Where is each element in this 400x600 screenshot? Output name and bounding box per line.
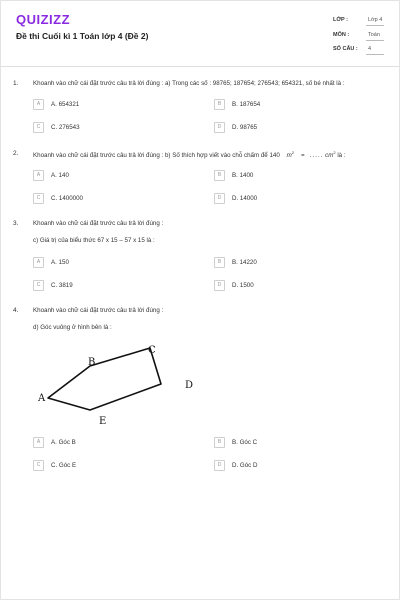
q3-option-d-text[interactable]: D. 1500 [232,282,254,289]
q3-option-d-box[interactable]: D [214,280,225,291]
q4-option-b-box[interactable]: B [214,437,225,448]
equals-sign: = [300,152,305,160]
unit-m: m [286,152,292,160]
question-1-text: Khoanh vào chữ cái đặt trước câu trả lời đúng : a) Trong các số : 98765; 187654; 276543; 654321, số bé nhất là : [33,80,345,87]
polygon-figure [30,336,210,436]
q3-option-a-box[interactable]: A [33,257,44,268]
unit-cm: cm [325,152,334,160]
q1-option-a-text[interactable]: A. 654321 [51,101,80,108]
blank-dots: ..... [309,152,324,160]
quizizz-logo: QUIZIZZ [16,12,71,27]
question-count-value: 4 [368,46,372,52]
q1-option-c-text[interactable]: C. 276543 [51,124,80,131]
q4-option-b-text[interactable]: B. Góc C [232,439,258,446]
question-3-text: Khoanh vào chữ cái đặt trước câu trả lời đúng : [33,220,164,227]
q1-option-b-text[interactable]: B. 187654 [232,101,261,108]
question-2-text-after: là : [337,152,346,160]
q3-option-c-box[interactable]: C [33,280,44,291]
q2-option-c-box[interactable]: C [33,193,44,204]
q2-option-a-box[interactable]: A [33,170,44,181]
q1-option-b-box[interactable]: B [214,99,225,110]
q1-option-d-text[interactable]: D. 98765 [232,124,258,131]
class-value: Lớp 4 [368,17,383,23]
q2-option-d-box[interactable]: D [214,193,225,204]
class-label: LỚP : [333,17,348,23]
question-4-text: Khoanh vào chữ cái đặt trước câu trả lời đúng : [33,307,164,314]
class-underline [366,25,384,26]
q4-option-c-text[interactable]: C. Góc E [51,462,77,469]
q2-option-b-box[interactable]: B [214,170,225,181]
subject-value: Toán [368,32,380,38]
q3-option-a-text[interactable]: A. 150 [51,259,69,266]
exp-m: 2 [291,150,295,155]
q2-option-a-text[interactable]: A. 140 [51,172,69,179]
question-2-text-before: Khoanh vào chữ cái đặt trước câu trả lời đúng : b) Số thích hợp viết vào chỗ chấm để 140 [33,152,280,160]
vertex-c-label: C [148,345,156,356]
exp-cm: 2 [333,150,336,155]
vertex-a-label: A [38,393,46,404]
q3-option-b-box[interactable]: B [214,257,225,268]
q4-option-a-box[interactable]: A [33,437,44,448]
q2-option-d-text[interactable]: D. 14000 [232,195,258,202]
question-2-number: 2. [13,150,19,157]
question-2-text [33,150,346,159]
q4-option-a-text[interactable]: A. Góc B [51,439,76,446]
q2-option-b-text[interactable]: B. 1400 [232,172,254,179]
question-4-number: 4. [13,307,19,314]
q1-option-d-box[interactable]: D [214,122,225,133]
q3-option-b-text[interactable]: B. 14220 [232,259,257,266]
worksheet-header [0,0,400,67]
q4-option-d-text[interactable]: D. Góc D [232,462,258,469]
question-count-underline [366,54,384,55]
vertex-e-label: E [99,416,107,427]
vertex-d-label: D [185,380,194,391]
question-3-subtext: c) Giá trị của biểu thức 67 x 15 – 57 x 15 là : [33,237,155,244]
q4-option-d-box[interactable]: D [214,460,225,471]
vertex-b-label: B [88,357,96,368]
q2-option-c-text[interactable]: C. 1400000 [51,195,83,202]
q3-option-c-text[interactable]: C. 3819 [51,282,73,289]
subject-label: MÔN : [333,32,350,38]
q4-option-c-box[interactable]: C [33,460,44,471]
question-4-subtext: d) Góc vuông ở hình bên là : [33,324,112,331]
subject-underline [366,40,384,41]
q1-option-c-box[interactable]: C [33,122,44,133]
pentagon-shape [48,348,161,410]
q1-option-a-box[interactable]: A [33,99,44,110]
page-title: Đề thi Cuối kì 1 Toán lớp 4 (Đề 2) [16,31,149,41]
question-count-label: SỐ CÂU : [333,46,358,52]
question-1-number: 1. [13,80,19,87]
question-3-number: 3. [13,220,19,227]
